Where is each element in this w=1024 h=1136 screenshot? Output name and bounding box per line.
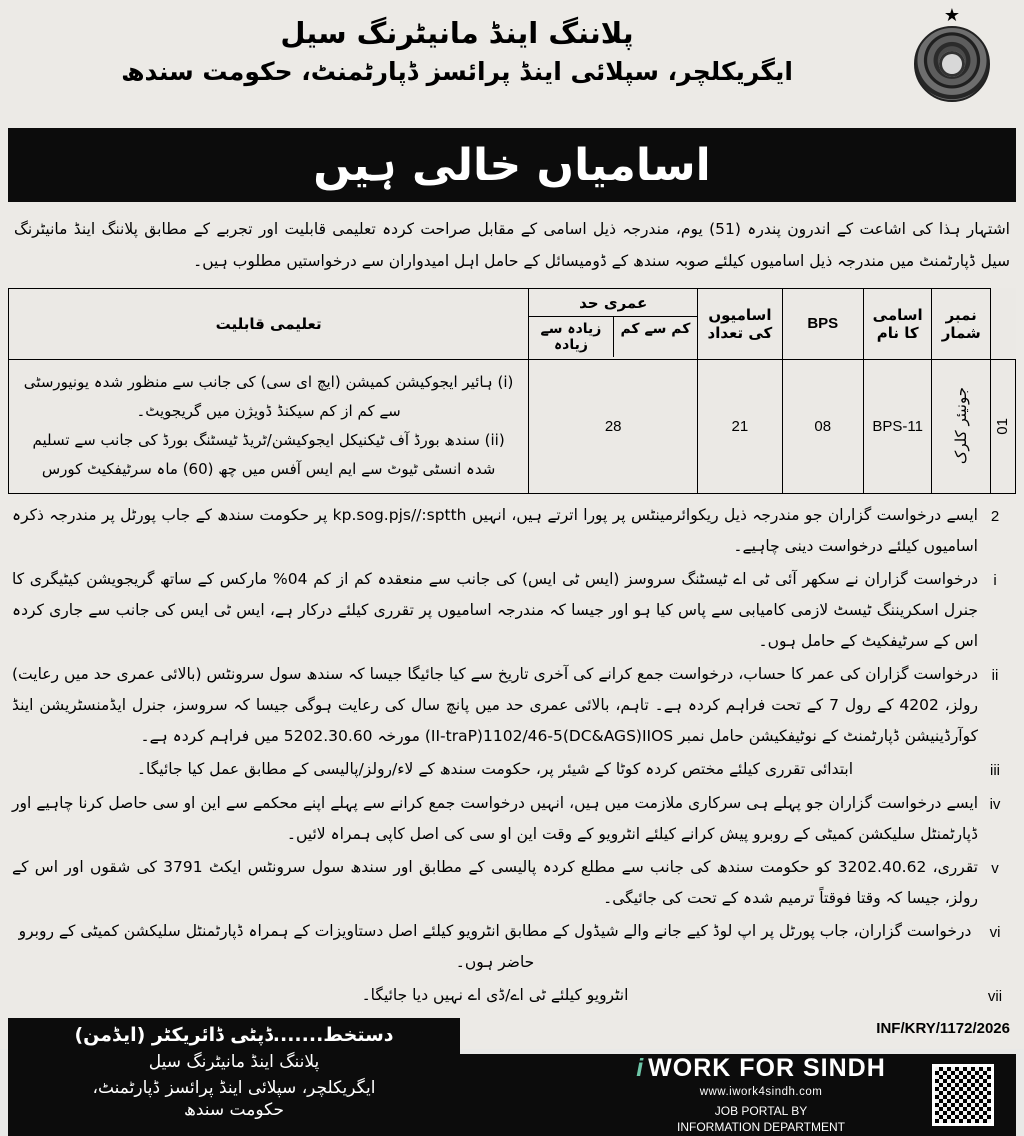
job-portal-bar (460, 1054, 1016, 1136)
note-item (12, 659, 1012, 752)
note-marker: ii (991, 666, 999, 684)
footer-org-line1: پلاننگ اینڈ مانیٹرنگ سیل (148, 1051, 320, 1072)
header-serial: نمبر شمار (932, 288, 991, 359)
cell-post-name: جونیئر کلرک (932, 359, 991, 493)
note-text: ایسے درخواست گزاران جو مندرجہ ذیل ریکوائرمینٹس پر پورا اترتے ہیں، انہیں https://sjp.gos.pk پر حکومت سندھ کے جاب پورٹل پر مندرجہ ذکرہ اسامیوں کیلئے درخواست دینی چاہیے۔ (12, 505, 978, 555)
qualification-item-ii: (ii) سندھ بورڈ آف ٹیکنیکل ایجوکیشن/ٹریڈ ٹیسٹنگ بورڈ کی جانب سے تسلیم شدہ انسٹی ٹیوٹ سے ایم ایس آفس میں چھ (06) ماہ سرٹیفکیٹ کورس (32, 431, 505, 479)
i-logo-icon: i (636, 1053, 645, 1082)
notes-list (8, 494, 1016, 1012)
note-text: انٹرویو کیلئے ٹی اے/ڈی اے نہیں دیا جائیگا۔ (361, 985, 629, 1004)
footer-org-line3: حکومت سندھ (183, 1099, 285, 1120)
header-age-limit: عمری حد زیادہ سے زیادہ کم سے کم (529, 288, 698, 359)
table-header-row (9, 288, 1016, 359)
cell-serial: 01 (991, 359, 1016, 493)
banner-title: اسامیاں خالی ہیں (313, 139, 711, 191)
job-portal-title: i WORK FOR SINDH (636, 1053, 886, 1082)
header-post-name: اسامی کا نام (863, 288, 932, 359)
government-crest (906, 5, 998, 108)
note-marker: vi (989, 923, 1001, 941)
header-age-max: زیادہ سے زیادہ (529, 317, 614, 357)
intro-paragraph: اشتہار ہذا کی اشاعت کے اندرون پندرہ (15) یوم، مندرجہ ذیل اسامی کے مقابل صراحت کردہ تعلیمی قابلیت اور تجربے کے مطابق پلاننگ اینڈ مانیٹرنگ سیل ڈپارٹمنٹ میں مندرجہ ذیل اسامیوں کیلئے صوبہ سندھ کے ڈومیسائل کے حامل اہل امیدواران سے درخواستیں مطلوب ہیں۔ (14, 220, 1010, 270)
note-marker: iv (989, 795, 1001, 813)
header-age-min: کم سے کم (620, 320, 691, 337)
job-portal-text (590, 1054, 932, 1135)
note-marker: iii (990, 761, 1000, 779)
qualification-item-i: (i) ہائیر ایجوکیشن کمیشن (ایچ ای سی) کی جانب سے منظور شدہ یونیورسٹی سے کم از کم سیکنڈ ڈویژن میں گریجویٹ۔ (23, 372, 514, 420)
note-text: تقرری، 26.04.2023 کو حکومت سندھ کی جانب سے مطلع کردہ پالیسی کے مطابق اور سندھ سول سرونٹس ایکٹ 1973 کی شقوں اور اس کے رولز، جیسا کہ وقتا فوقتاً ترمیم شدہ کے تحت کی جائیگی۔ (12, 857, 978, 907)
table-row (9, 359, 1016, 493)
header-bps: BPS (782, 288, 863, 359)
note-text: ابتدائی تقرری کیلئے مختص کردہ کوٹا کے شیئر پر، حکومت سندھ کے لاء/رولز/پالیسی کے مطابق عمل کیا جائیگا۔ (136, 759, 854, 778)
inf-number: INF/KRY/1172/2026 (876, 1019, 1010, 1037)
note-marker: i (993, 571, 997, 589)
qr-code-icon (932, 1064, 994, 1126)
vacancy-banner (8, 128, 1016, 202)
cell-vacancies: 08 (782, 359, 863, 493)
note-text: درخواست گزاران، جاب پورٹل پر اپ لوڈ کیے جانے والے شیڈول کے مطابق انٹرویو کیلئے اصل دستاویزات کے ہمراہ ڈپارٹمنٹل سلیکشن کمیٹی کے روبرو حاضر ہوں۔ (18, 921, 972, 971)
signature-block (8, 1018, 460, 1136)
header-vacancies: اسامیوں کی تعداد (698, 288, 782, 359)
header-qualification: تعلیمی قابلیت (9, 288, 529, 359)
star-icon: ★ (943, 5, 961, 25)
note-item (12, 564, 1012, 657)
header-titles (8, 14, 1016, 91)
cell-age-max: 28 (529, 359, 698, 493)
note-item (12, 754, 1012, 786)
sindh-emblem-icon (914, 26, 990, 102)
note-item (12, 916, 1012, 978)
note-item (12, 788, 1012, 850)
document-footer (8, 1018, 1016, 1136)
note-text: درخواست گزاران کی عمر کا حساب، درخواست جمع کرانے کی آخری تاریخ سے کیا جائیگا جیسا کہ سندھ سول سرونٹس (بالائی عمری حد میں رعایت) رولز، 2024 کے رول 7 کے تحت فراہم کردہ ہے۔ تاہم، بالائی عمری حد میں پانچ سال کی رعایت ہوگی جیسا کہ سروسز، جنرل ایڈمنسٹریشن اینڈ کوآرڈینیشن ڈپارٹمنٹ کے نوٹیفکیشن حامل نمبر SOII(SGA&CD)5-64/2011(Part-II) مورخہ 06.03.2025 میں فراہم کردہ ہے۔ (12, 664, 978, 745)
cell-age-min: 21 (698, 359, 782, 493)
note-marker: v (991, 859, 999, 877)
footer-org-line2: ایگریکلچر، سپلائی اینڈ پرائسز ڈپارٹمنٹ، (92, 1077, 376, 1098)
department-cell-title: پلاننگ اینڈ مانیٹرنگ سیل (280, 16, 634, 50)
document-header (8, 6, 1016, 126)
note-text: ایسے درخواست گزاران جو پہلے ہی سرکاری ملازمت میں ہیں، انہیں درخواست جمع کرانے سے پہلے اپنے محکمے سے این او سی حاصل کرنا چاہیے اور ڈپارٹمنٹل سلیکشن کمیٹی کے روبرو پیش کرانے کیلئے انٹرویو کے وقت این او سی کی اصل کاپی ہمراہ لائیں۔ (12, 793, 978, 843)
cell-bps: BPS-11 (863, 359, 932, 493)
signature-line: دستخط.......ڈپٹی ڈائریکٹر (ایڈمن) (74, 1023, 394, 1046)
note-item (12, 500, 1012, 562)
department-title: ایگریکلچر، سپلائی اینڈ پرائسز ڈپارٹمنٹ، حکومت سندھ (121, 57, 793, 87)
note-text: درخواست گزاران نے سکھر آئی ٹی اے ٹیسٹنگ سروسز (ایس ٹی ایس) کی جانب سے منعقدہ کم از کم 40% مارکس کے ساتھ گریجویشن کیٹیگری کا جنرل اسکریننگ ٹیسٹ لازمی کامیابی سے پاس کیا ہو اور جیسا کہ مندرجہ اسامیوں پر تقرری کیلئے درکار ہے، ایس ٹی ایس کی جانب سے جاری کردہ اس کے سرٹیفکیٹ کے حامل ہوں۔ (12, 569, 978, 650)
note-item (12, 980, 1012, 1012)
note-marker: 2 (990, 507, 1000, 525)
vacancy-table (8, 288, 1016, 494)
note-item (12, 852, 1012, 914)
footer-right (460, 1018, 1016, 1136)
note-marker: vii (987, 987, 1003, 1005)
job-portal-url[interactable]: www.iwork4sindh.com (699, 1085, 823, 1098)
job-portal-subtitle: JOB PORTAL BY INFORMATION DEPARTMENT (677, 1103, 845, 1135)
cell-qualification (9, 359, 529, 493)
